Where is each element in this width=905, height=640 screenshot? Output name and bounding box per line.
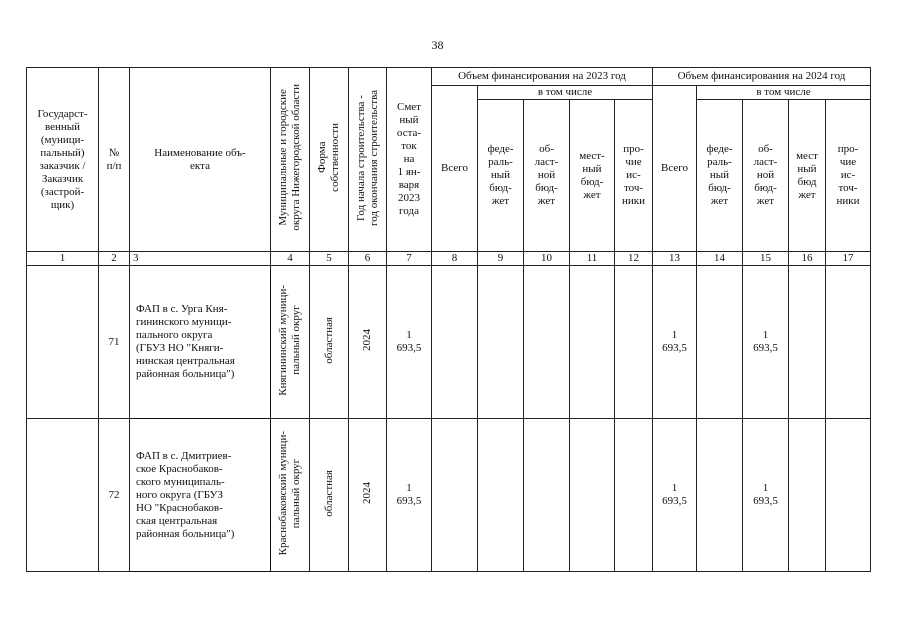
header-num: № п/п	[99, 68, 130, 252]
ownership-cell: областная	[310, 266, 349, 419]
header-total-2023: Всего	[432, 86, 478, 252]
col-index: 11	[570, 252, 615, 266]
header-name: Наименование объ- екта	[130, 68, 271, 252]
header-other-2023: про- чие ис- точ- ники	[615, 100, 653, 252]
row-number: 71	[99, 266, 130, 419]
col-index: 4	[271, 252, 310, 266]
col-index: 5	[310, 252, 349, 266]
header-federal-2024: феде- раль- ный бюд- жет	[697, 100, 743, 252]
header-customer: Государст- венный (муници- пальный) заказчик / Заказчик (застрой- щик)	[27, 68, 99, 252]
header-estimate: Смет ный оста- ток на 1 ян- варя 2023 года	[387, 68, 432, 252]
header-total-2024: Всего	[653, 86, 697, 252]
customer-cell	[27, 266, 99, 419]
col-index: 3	[130, 252, 271, 266]
header-other-2024: про- чие ис- точ- ники	[826, 100, 871, 252]
estimate-cell: 1 693,5	[387, 419, 432, 572]
regional-2024-cell: 1 693,5	[743, 266, 789, 419]
total-2024-cell: 1 693,5	[653, 266, 697, 419]
header-fin-2024: Объем финансирования на 2024 год	[653, 68, 871, 86]
col-index: 7	[387, 252, 432, 266]
header-regional-2023: об- ласт- ной бюд- жет	[524, 100, 570, 252]
table-row	[27, 419, 871, 572]
col-index: 6	[349, 252, 387, 266]
col-index: 10	[524, 252, 570, 266]
municipality-cell: Краснобаковский муници- пальный округ	[271, 419, 310, 572]
table-row	[27, 266, 871, 419]
header-years: Год начала строительства - год окончания строительства	[349, 68, 387, 252]
header-federal-2023: феде- раль- ный бюд- жет	[478, 100, 524, 252]
year-cell: 2024	[349, 266, 387, 419]
municipality-cell: Княгининский муници- пальный округ	[271, 266, 310, 419]
header-municipality: Муниципальные и городские округа Нижегородской области	[271, 68, 310, 252]
ownership-cell: областная	[310, 419, 349, 572]
column-index-row	[27, 252, 871, 266]
header-regional-2024: об- ласт- ной бюд- жет	[743, 100, 789, 252]
col-index: 12	[615, 252, 653, 266]
col-index: 15	[743, 252, 789, 266]
row-number: 72	[99, 419, 130, 572]
header-fin-2023: Объем финансирования на 2023 год	[432, 68, 653, 86]
header-incl-2024: в том числе	[697, 86, 871, 100]
object-name: ФАП в с. Дмитриев- ское Краснобаков- ского муниципаль- ного округа (ГБУЗ НО "Краснобаков- ская центральная районная больница")	[130, 419, 271, 572]
col-index: 16	[789, 252, 826, 266]
regional-2024-cell: 1 693,5	[743, 419, 789, 572]
col-index: 14	[697, 252, 743, 266]
customer-cell	[27, 419, 99, 572]
total-2024-cell: 1 693,5	[653, 419, 697, 572]
col-index: 13	[653, 252, 697, 266]
estimate-cell: 1 693,5	[387, 266, 432, 419]
header-local-2023: мест- ный бюд- жет	[570, 100, 615, 252]
col-index: 17	[826, 252, 871, 266]
col-index: 9	[478, 252, 524, 266]
header-incl-2023: в том числе	[478, 86, 653, 100]
page-number: 38	[431, 38, 444, 52]
header-ownership: Форма собственности	[310, 68, 349, 252]
col-index: 2	[99, 252, 130, 266]
object-name: ФАП в с. Урга Кня- гининского муници- пального округа (ГБУЗ НО "Княги- нинская центральная районная больница")	[130, 266, 271, 419]
col-index: 1	[27, 252, 99, 266]
header-local-2024: мест ный бюд жет	[789, 100, 826, 252]
col-index: 8	[432, 252, 478, 266]
year-cell: 2024	[349, 419, 387, 572]
financing-table	[26, 67, 871, 572]
